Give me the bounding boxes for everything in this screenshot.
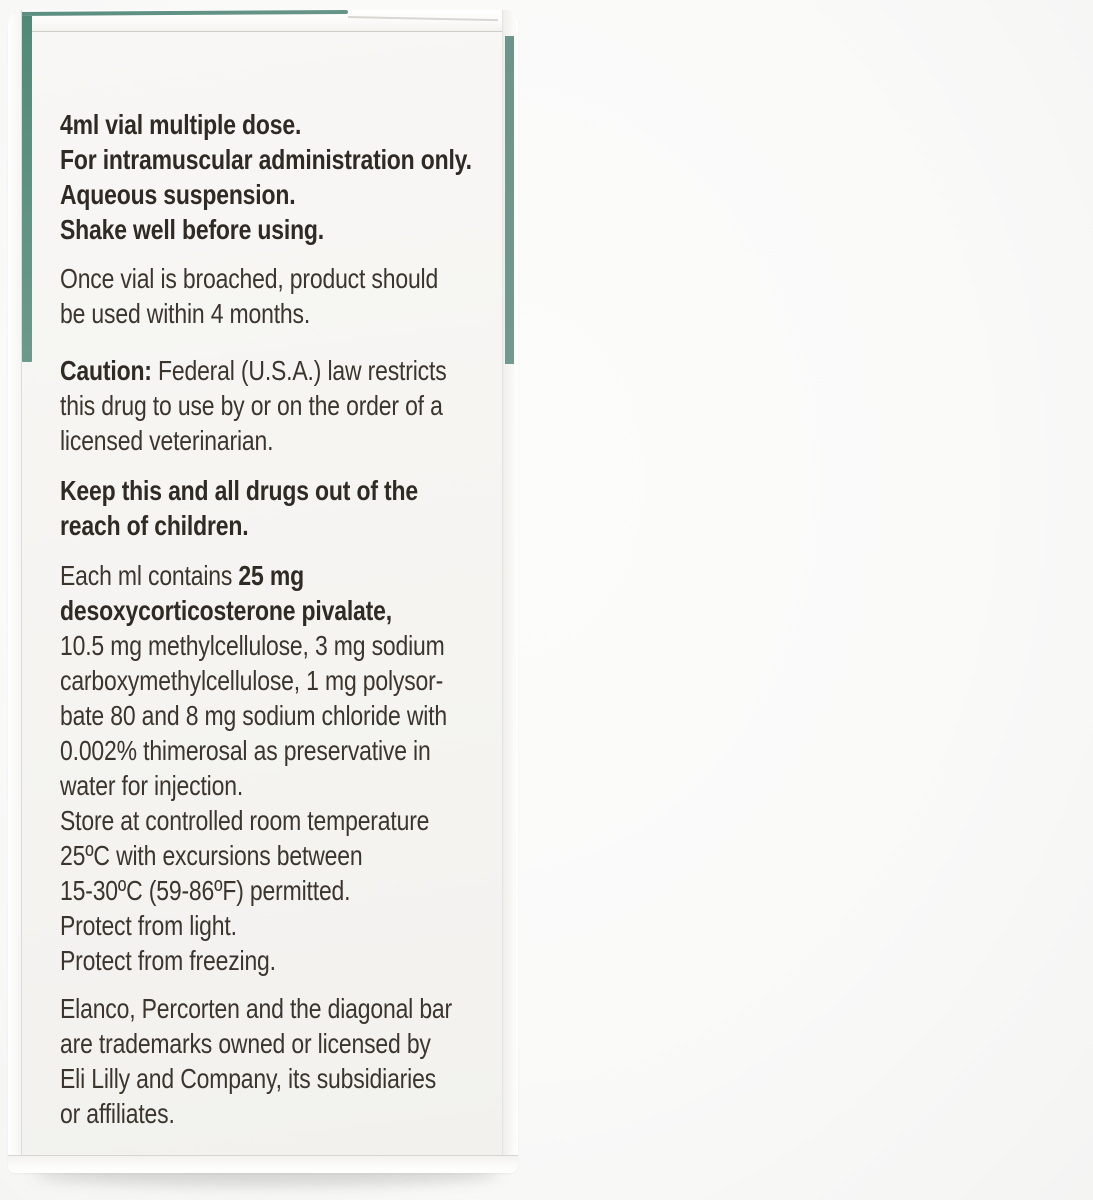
paragraph-keep-away-from-children <box>60 473 519 543</box>
label-text: Protect from light. <box>60 910 237 941</box>
label-line <box>60 908 519 943</box>
label-line <box>60 593 519 628</box>
accent-stripe-left <box>22 16 32 362</box>
label-text: 15-30ºC (59-86ºF) permitted. <box>60 875 351 906</box>
label-text: 0.002% thimerosal as preservative in <box>60 735 431 766</box>
paragraph-caution <box>60 353 519 458</box>
label-text: 25ºC with excursions between <box>60 840 363 871</box>
label-line <box>60 261 519 296</box>
label-text-bold: Keep this and all drugs out of the <box>60 475 418 506</box>
label-text: or affiliates. <box>60 1098 175 1129</box>
label-line <box>60 142 519 177</box>
label-text: 10.5 mg methylcellulose, 3 mg sodium <box>60 630 445 661</box>
label-text: Once vial is broached, product should <box>60 263 439 294</box>
paragraph-broached-note <box>60 261 519 331</box>
label-text: this drug to use by or on the order of a <box>60 390 443 421</box>
label-text-bold: 25 mg <box>238 560 304 591</box>
paragraph-trademark-notice <box>60 991 519 1131</box>
label-line <box>60 733 519 768</box>
label-text: carboxymethylcellulose, 1 mg polysor- <box>60 665 444 696</box>
label-line <box>60 943 519 978</box>
label-text: Protect from freezing. <box>60 945 276 976</box>
label-text: licensed veterinarian. <box>60 425 274 456</box>
label-line <box>60 838 519 873</box>
label-line <box>60 768 519 803</box>
label-line <box>60 423 519 458</box>
label-line <box>60 1026 519 1061</box>
box-left-edge <box>8 10 22 1173</box>
label-text: be used within 4 months. <box>60 298 311 329</box>
label-line <box>60 353 519 388</box>
label-text: Each ml contains <box>60 560 239 591</box>
label-line <box>60 663 519 698</box>
box-bottom-edge <box>8 1155 518 1173</box>
label-text-bold: reach of children. <box>60 510 249 541</box>
label-text-bold: For intramuscular administration only. <box>60 144 472 175</box>
label-line <box>60 1061 519 1096</box>
label-line <box>60 803 519 838</box>
label-text: Federal (U.S.A.) law restricts <box>151 355 447 386</box>
label-line <box>60 473 519 508</box>
label-text: bate 80 and 8 mg sodium chloride with <box>60 700 448 731</box>
label-line <box>60 508 519 543</box>
label-line <box>60 1096 519 1131</box>
label-line <box>60 177 519 212</box>
label-line <box>60 991 519 1026</box>
paragraph-dose-instructions <box>60 107 519 247</box>
label-text-bold: desoxycorticosterone pivalate, <box>60 595 392 626</box>
label-text-bold: Shake well before using. <box>60 214 325 245</box>
label-line <box>60 628 519 663</box>
product-box <box>8 10 518 1173</box>
label-line <box>60 212 519 247</box>
label-text: Eli Lilly and Company, its subsidiaries <box>60 1063 437 1094</box>
label-line <box>60 107 519 142</box>
label-text-column <box>60 107 519 1131</box>
label-line <box>60 698 519 733</box>
label-line <box>60 296 519 331</box>
label-text: are trademarks owned or licensed by <box>60 1028 431 1059</box>
label-text: Elanco, Percorten and the diagonal bar <box>60 993 453 1024</box>
label-line <box>60 558 519 593</box>
label-line <box>60 388 519 423</box>
paragraph-ingredients-and-storage <box>60 558 519 978</box>
label-text-bold: Aqueous suspension. <box>60 179 296 210</box>
label-line <box>60 873 519 908</box>
label-text: water for injection. <box>60 770 244 801</box>
label-text: Store at controlled room temperature <box>60 805 430 836</box>
label-text-bold: Caution: <box>60 355 152 386</box>
label-text-bold: 4ml vial multiple dose. <box>60 109 302 140</box>
